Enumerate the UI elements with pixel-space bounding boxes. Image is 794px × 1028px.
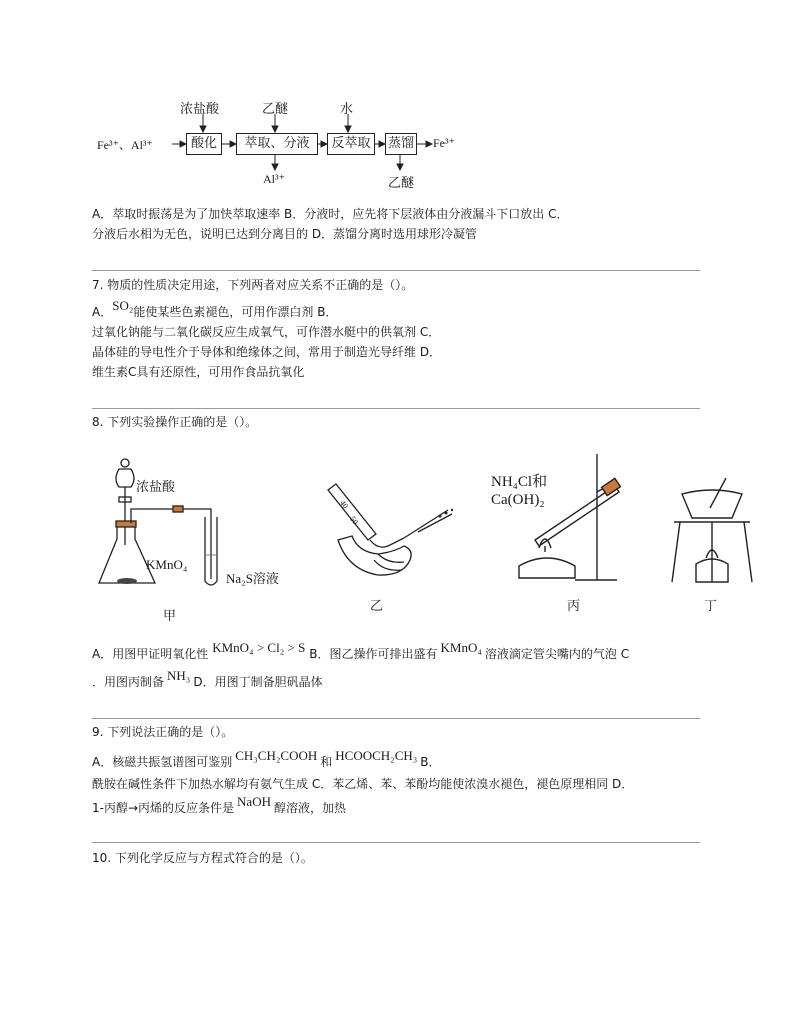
- figure-jia-hcl-label: 浓盐酸: [136, 480, 176, 495]
- q7-a-rest: 能使某些色素褪色，可用作漂白剂 B．: [133, 305, 338, 319]
- q9-line3: [92, 794, 346, 816]
- q9-formula-ethyl-formate: HCOOCH₂CH₃: [335, 748, 418, 763]
- figure-yi-mark-40: 40: [338, 498, 350, 511]
- q8-options-line1: [92, 640, 630, 662]
- q10-stem: 10. 下列化学反应与方程式符合的是（）。: [92, 851, 313, 865]
- step-back-extract: 反萃取: [327, 133, 375, 155]
- q7-a-prefix: A．: [92, 305, 113, 319]
- q9-stem: 9. 下列说法正确的是（）。: [92, 725, 234, 739]
- figure-bing-caption: 丙: [567, 599, 581, 614]
- flow-arrows: [0, 0, 794, 200]
- q8-formula-kmno4: KMnO₄: [440, 640, 482, 655]
- reagent-hcl: 浓盐酸: [180, 102, 220, 117]
- figure-jia-na2s-label: Na₂S溶液: [226, 571, 279, 586]
- q8-c-text: ．用图丙制备: [92, 675, 165, 689]
- q9-formula-propanoic-acid: CH₃CH₂COOH: [235, 748, 318, 763]
- q9-b-tail: B．: [420, 755, 441, 769]
- figure-ding-caption: 丁: [704, 599, 718, 614]
- q9-formula-naoh: NaOH: [237, 794, 271, 809]
- q7-stem: 7. 物质的性质决定用途，下列两者对应关系不正确的是（）。: [92, 278, 414, 292]
- divider: [92, 718, 700, 719]
- figure-jia-kmno4-label: KMnO₄: [146, 557, 188, 572]
- reagent-ether: 乙醚: [262, 102, 289, 117]
- q8-b-text: B．图乙操作可排出盛有: [309, 647, 438, 661]
- q9-line3-prefix: 1-丙醇→丙烯的反应条件是: [92, 801, 235, 815]
- q7-a-formula: SO₂: [112, 298, 134, 313]
- figure-bing-label1: NH₄Cl和: [491, 474, 548, 490]
- output-ether: 乙醚: [388, 176, 415, 191]
- figure-ding-apparatus: [668, 478, 758, 588]
- figure-jia-caption: 甲: [163, 609, 177, 624]
- divider: [92, 408, 700, 409]
- q9-line3-rest: 醇溶液，加热: [273, 801, 346, 815]
- q6-options-line2: 分液后水相为无色，说明已达到分离目的 D．蒸馏分离时选用球形冷凝管: [92, 227, 478, 241]
- q9-line2: 酰胺在碱性条件下加热水解均有氨气生成 C．苯乙烯、苯、苯酚均能使浓溴水褪色，褪色原理相同 D．: [92, 777, 634, 791]
- step-distill: 蒸馏: [385, 133, 417, 155]
- q8-formula-oxidation: KMnO₄ > Cl₂ > S: [212, 640, 306, 655]
- input-ions: Fe³⁺、Al³⁺: [97, 138, 153, 152]
- figure-yi-caption: 乙: [370, 599, 384, 614]
- q8-formula-nh3: NH₃: [167, 668, 191, 683]
- q7-line3: 晶体硅的导电性介于导体和绝缘体之间，常用于制造光导纤维 D．: [92, 345, 442, 359]
- q8-options-line2: [92, 668, 323, 690]
- figure-jia-apparatus: [95, 455, 265, 615]
- q7-option-a: [92, 298, 338, 320]
- step-extract: 萃取、分液: [236, 133, 318, 155]
- step-acidify: 酸化: [186, 133, 222, 155]
- q9-a-prefix: A．核磁共振氢谱图可鉴别: [92, 755, 233, 769]
- reagent-water: 水: [340, 102, 354, 117]
- q8-d-text: D．用图丁制备胆矾晶体: [193, 675, 323, 689]
- q8-stem: 8. 下列实验操作正确的是（）。: [92, 415, 258, 429]
- q7-line2: 过氧化钠能与二氧化碳反应生成氧气，可作潜水艇中的供氧剂 C．: [92, 325, 441, 339]
- q7-line4: 维生素C具有还原性，可用作食品抗氧化: [92, 365, 305, 379]
- divider: [92, 270, 700, 271]
- output-fe: Fe³⁺: [433, 136, 455, 150]
- q9-option-a: [92, 748, 441, 770]
- output-al: Al³⁺: [263, 172, 285, 186]
- figure-yi-mark-50: 50: [348, 514, 360, 527]
- q8-b-rest: 溶液滴定管尖嘴内的气泡 C: [484, 647, 630, 661]
- divider: [92, 842, 700, 843]
- figure-yi-apparatus: [318, 480, 468, 590]
- q8-a-text: A．用图甲证明氧化性: [92, 647, 209, 661]
- q6-options-line1: A．萃取时振荡是为了加快萃取速率 B．分液时，应先将下层液体由分液漏斗下口放出 C．: [92, 207, 569, 221]
- figure-bing-label2: Ca(OH)₂: [491, 492, 545, 508]
- q9-and: 和: [320, 755, 333, 769]
